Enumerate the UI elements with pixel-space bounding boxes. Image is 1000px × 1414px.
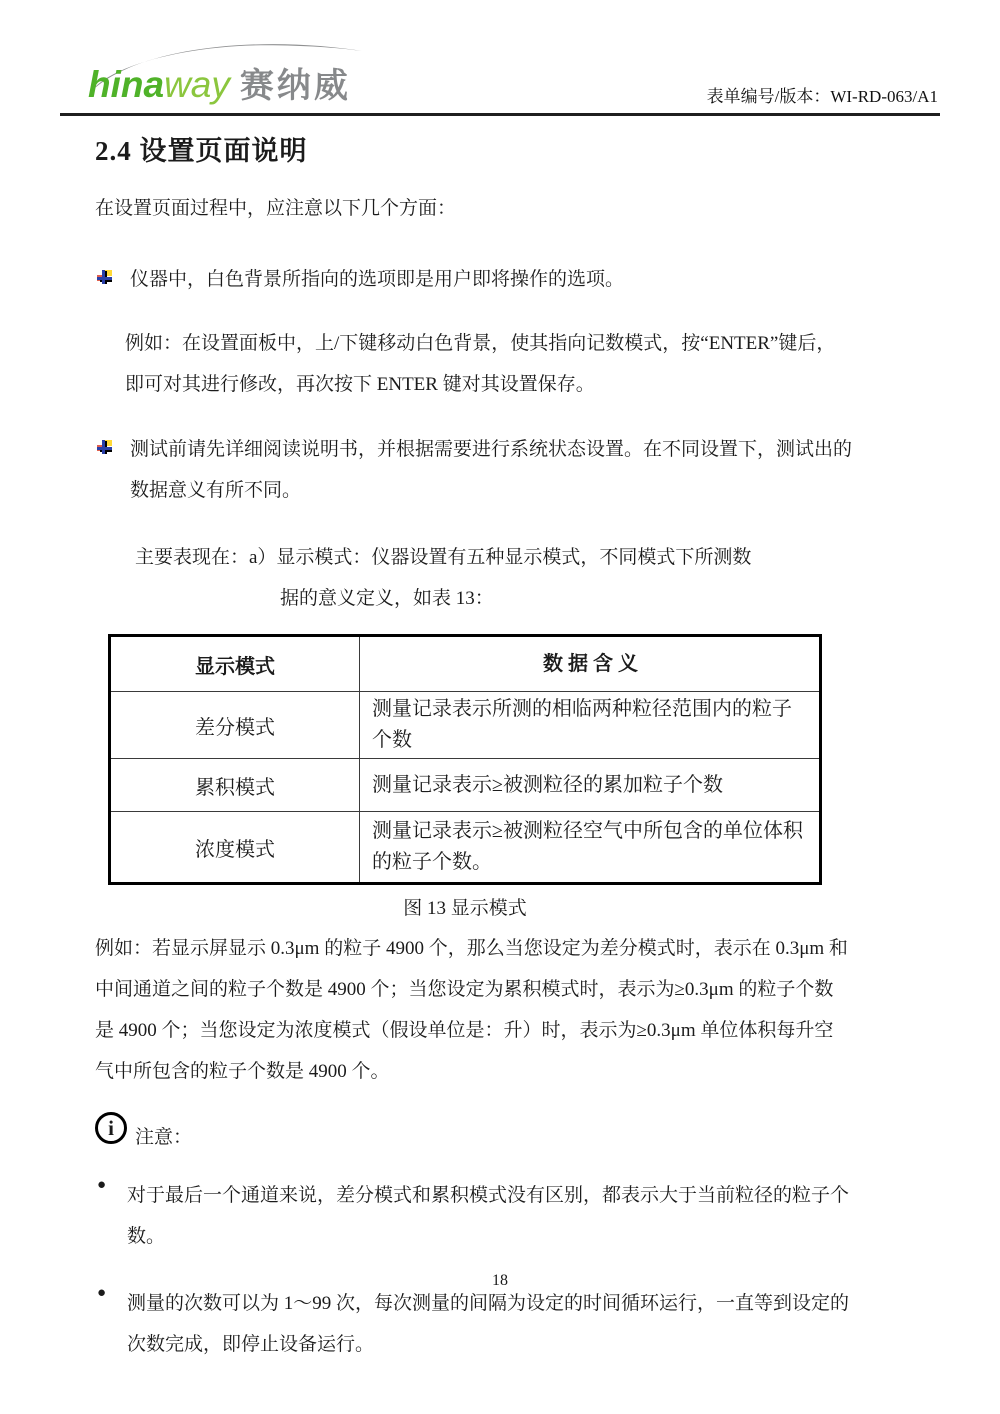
paragraph-line: 中间通道之间的粒子个数是 4900 个；当您设定为累积模式时，表示为≥0.3μm 的粒子个数 <box>95 979 834 1000</box>
disc-bullet-icon: ● <box>97 1177 107 1193</box>
bullet-1-example <box>125 323 905 405</box>
bullet-2-line: 测试前请先详细阅读说明书，并根据需要进行系统状态设置。在不同设置下，测试出的 <box>130 439 853 460</box>
note-item-1 <box>95 1175 905 1257</box>
section-title: 2.4 设置页面说明 <box>95 136 308 166</box>
bullet-item-1 <box>95 259 905 300</box>
mainly-line-2: 据的意义定义，如表 13： <box>280 588 494 609</box>
intro-paragraph: 在设置页面过程中，应注意以下几个方面： <box>95 198 457 219</box>
table-cell-meaning: 测量记录表示≥被测粒径的累加粒子个数 <box>360 759 821 812</box>
note-line: 测量的次数可以为 1～99 次，每次测量的间隔为设定的时间循环运行，一直等到设定的 <box>127 1293 850 1314</box>
table-cell-mode: 浓度模式 <box>110 812 360 884</box>
note-item-2-text <box>127 1283 849 1365</box>
note-line: 数。 <box>127 1226 166 1247</box>
doc-code: 表单编号/版本：WI-RD-063/A1 <box>706 87 938 106</box>
mainly-paragraph <box>95 537 905 619</box>
colored-plus-bullet-icon <box>97 270 112 285</box>
bullet-1-text: 仪器中，白色背景所指向的选项即是用户即将操作的选项。 <box>130 269 625 290</box>
mainly-line-1: 主要表现在：a）显示模式：仪器设置有五种显示模式，不同模式下所测数 <box>135 547 752 568</box>
table-row <box>110 759 821 812</box>
bullet-item-2 <box>95 429 905 511</box>
paragraph-line: 是 4900 个；当您设定为浓度模式（假设单位是：升）时，表示为≥0.3μm 单位体积每升空 <box>95 1020 834 1041</box>
example-paragraph <box>95 928 905 1092</box>
note-item-2 <box>95 1283 905 1365</box>
logo-text <box>88 64 351 105</box>
table-row <box>110 812 821 884</box>
info-icon: i <box>95 1112 127 1144</box>
table-cell-meaning: 测量记录表示≥被测粒径空气中所包含的单位体积的粒子个数。 <box>360 812 821 884</box>
table-row <box>110 692 821 759</box>
table-caption: 图 13 显示模式 <box>403 898 527 919</box>
page-header <box>60 0 940 116</box>
note-header <box>95 1110 905 1149</box>
note-line: 次数完成，即停止设备运行。 <box>127 1334 375 1355</box>
logo-chinese-name: 赛纳威 <box>239 67 351 105</box>
paragraph-line: 例如：若显示屏显示 0.3μm 的粒子 4900 个，那么当您设定为差分模式时，表示在 0.3μm 和 <box>95 938 848 959</box>
note-item-1-text <box>127 1175 849 1257</box>
table-header-row <box>110 636 821 692</box>
paragraph-line: 气中所包含的粒子个数是 4900 个。 <box>95 1061 390 1082</box>
logo-way: way <box>164 64 230 105</box>
table-cell-mode: 累积模式 <box>110 759 360 812</box>
bullet-2-line: 数据意义有所不同。 <box>130 480 302 501</box>
table-header-meaning: 数 据 含 义 <box>360 636 821 692</box>
note-label: 注意： <box>135 1127 193 1148</box>
example-line: 即可对其进行修改，再次按下 ENTER 键对其设置保存。 <box>125 374 595 395</box>
page-number: 18 <box>492 1272 508 1289</box>
bullet-2-text <box>130 429 852 511</box>
table-cell-meaning: 测量记录表示所测的相临两种粒径范围内的粒子个数 <box>360 692 821 759</box>
table-cell-mode: 差分模式 <box>110 692 360 759</box>
display-mode-table <box>108 634 822 885</box>
colored-plus-bullet-icon <box>97 440 112 455</box>
table-header-mode: 显示模式 <box>110 636 360 692</box>
logo-hina: hina <box>88 64 165 105</box>
disc-bullet-icon: ● <box>97 1285 107 1301</box>
page-content <box>95 113 905 1365</box>
note-line: 对于最后一个通道来说，差分模式和累积模式没有区别，都表示大于当前粒径的粒子个 <box>127 1185 850 1206</box>
example-line: 例如：在设置面板中，上/下键移动白色背景，使其指向记数模式，按“ENTER”键后， <box>125 333 836 354</box>
company-logo <box>88 58 418 110</box>
